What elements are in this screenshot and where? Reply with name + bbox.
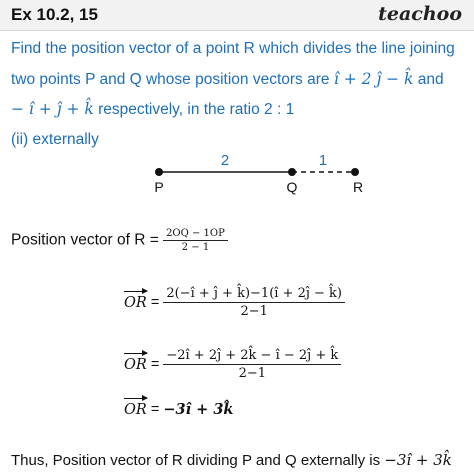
or-label: OR: [124, 294, 147, 311]
equation-2: OR = $\frac{-2î + 2ĵ + 2k̂ - î - 2ĵ + k̂}{2-1}$: [124, 348, 341, 381]
brand-logo: teachoo: [378, 3, 462, 25]
question-line-3: [11, 100, 294, 119]
conclusion-text: Thus, Position vector of R dividing P and Q externally is: [11, 452, 385, 469]
or-vector: [124, 295, 147, 311]
label-pq: 2: [220, 152, 230, 169]
label-point-p: P: [154, 179, 164, 195]
label-qr: 1: [318, 152, 328, 169]
or-label: OR: [124, 401, 147, 418]
conclusion-value: −3î + 3k̂: [384, 451, 452, 469]
label-point-r: R: [352, 179, 364, 195]
eq3-result: −3î + 3k̂: [163, 401, 234, 418]
equation-1: OR = $\frac{2(-î + ĵ + k̂)-1(î + 2ĵ - k̂)}{2-1}$: [124, 286, 345, 319]
conclusion: [11, 451, 452, 469]
question-line-1: Find the position vector of a point R which divides the line joining: [11, 40, 455, 57]
or-vector: [124, 402, 147, 418]
label-point-q: Q: [286, 179, 298, 195]
point-r-dot: [351, 168, 359, 176]
exercise-title: Ex 10.2, 15: [11, 5, 98, 24]
header-bar: [0, 0, 474, 31]
vector-arrow-icon: [124, 398, 147, 399]
or-label: OR: [124, 356, 147, 373]
equation-3: OR = −3î + 3k̂: [124, 401, 233, 418]
vector-q: − î + ĵ + k̂: [11, 100, 94, 118]
pv-denominator: 2 − 1: [181, 242, 210, 253]
vector-arrow-icon: [124, 291, 147, 292]
pv-label: Position vector of R =: [11, 231, 164, 249]
eq2-fraction: [163, 348, 341, 381]
division-diagram: [0, 152, 474, 202]
pv-fraction: [163, 228, 228, 253]
eq1-numerator: 2(−î + ĵ + k̂)−1(î + 2ĵ − k̂): [163, 286, 345, 303]
or-vector: [124, 357, 147, 373]
vector-arrow-icon: [124, 353, 147, 354]
eq2-numerator: −2î + 2ĵ + 2k̂ − î − 2ĵ + k̂: [163, 348, 341, 365]
position-vector-formula: [11, 228, 228, 253]
question-text: two points P and Q whose position vectors are: [11, 71, 334, 88]
point-p-dot: [155, 168, 163, 176]
vector-p: î + 2 ĵ − k̂: [333, 70, 414, 88]
eq1-denominator: 2−1: [240, 304, 268, 319]
eq1-fraction: [163, 286, 345, 319]
pv-numerator: 2OQ − 1OP: [163, 228, 228, 241]
point-q-dot: [288, 168, 296, 176]
question-text: and: [413, 71, 444, 88]
question-line-2: [11, 70, 444, 89]
question-part: (ii) externally: [11, 131, 99, 148]
question-text: respectively, in the ratio 2 : 1: [93, 101, 295, 118]
eq2-denominator: 2−1: [238, 366, 267, 381]
